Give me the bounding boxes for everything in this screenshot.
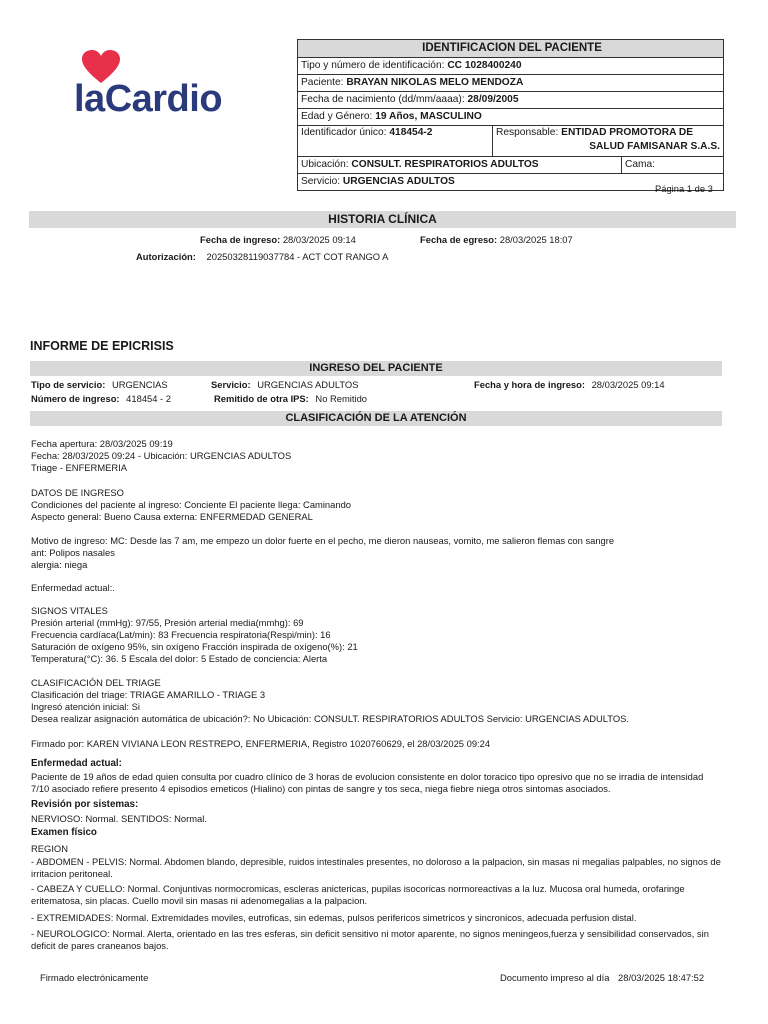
enfermedad-actual-text: Paciente de 19 años de edad quien consulta por cuadro clínico de 3 horas de evolucion consistente en dolor toracico tipo opresivo que no se irradia de intensidad 7/10 asociado refiere presento 4 episodios emeticos (Hialino) con pintas de sangre y tos seca, niega fiebre niega otros sintomas asociados. <box>31 771 704 794</box>
patient-identification-box <box>297 39 724 191</box>
patient-responsable-value-1: ENTIDAD PROMOTORA DE <box>561 127 694 138</box>
documento-impreso <box>500 972 704 983</box>
fecha-hora-ingreso <box>474 379 665 390</box>
firmado-por: Firmado por: KAREN VIVIANA LEON RESTREPO, ENFERMERIA, Registro 1020760629, el 28/03/2025 09:24 <box>31 738 491 749</box>
fecha-apertura: Fecha apertura: 28/03/2025 09:19 <box>31 438 173 449</box>
fecha-egreso-value: 28/03/2025 18:07 <box>499 234 573 245</box>
clasificacion-triage-heading: CLASIFICACIÓN DEL TRIAGE <box>31 677 161 688</box>
patient-location-value: CONSULT. RESPIRATORIOS ADULTOS <box>351 159 539 170</box>
firmado-electronicamente: Firmado electrónicamente <box>40 972 149 983</box>
saturacion-oxigeno: Saturación de oxígeno 95%, sin oxígeno Fracción inspirada de oxígeno(%): 21 <box>31 641 358 652</box>
patient-name-value: BRAYAN NIKOLAS MELO MENDOZA <box>346 77 524 88</box>
datos-ingreso-heading: DATOS DE INGRESO <box>31 487 124 498</box>
temperatura: Temperatura(°C): 36. 5 Escala del dolor: 5 Estado de conciencia: Alerta <box>31 653 328 664</box>
patient-location-row <box>298 156 723 173</box>
logo-text: laCardio <box>74 78 223 120</box>
patient-age-value: 19 Años, MASCULINO <box>375 111 482 122</box>
fecha-hora-ingreso-label: Fecha y hora de ingreso: <box>474 379 585 390</box>
patient-responsable-cell <box>493 126 723 156</box>
region-label: REGION <box>31 843 68 854</box>
patient-service-value: URGENCIAS ADULTOS <box>342 176 455 187</box>
patient-responsable-label: Responsable: <box>496 127 559 138</box>
fecha-hora-ingreso-value: 28/03/2025 09:14 <box>591 379 665 390</box>
clasificacion-triage: Clasificación del triage: TRIAGE AMARILLO - TRIAGE 3 <box>31 689 266 700</box>
fecha-ubicacion: Fecha: 28/03/2025 09:24 - Ubicación: URGENCIAS ADULTOS <box>31 450 292 461</box>
patient-bed-cell <box>622 157 723 173</box>
asignacion-ubicacion: Desea realizar asignación automática de ubicación?: No Ubicación: CONSULT. RESPIRATORIOS ADULTOS Servicio: URGENCIAS ADULTOS. <box>31 713 629 724</box>
aspecto-general: Aspecto general: Bueno Causa externa: ENFERMEDAD GENERAL <box>31 511 313 522</box>
servicio-label: Servicio: <box>211 379 251 390</box>
remitido-ips <box>214 393 367 404</box>
informe-epicrisis-title: INFORME DE EPICRISIS <box>30 339 174 353</box>
clasificacion-atencion-title: CLASIFICACIÓN DE LA ATENCIÓN <box>30 411 722 426</box>
patient-responsable-value-2: SALUD FAMISANAR S.A.S. <box>589 141 720 152</box>
documento-impreso-value: 28/03/2025 18:47:52 <box>618 972 705 983</box>
patient-service-label: Servicio: <box>301 176 341 187</box>
fecha-ingreso-value: 28/03/2025 09:14 <box>282 234 356 245</box>
tipo-servicio <box>31 379 168 390</box>
lacardio-logo <box>74 50 264 130</box>
examen-cabeza-cuello: - CABEZA Y CUELLO: Normal. Conjuntivas normocromicas, escleras anictericas, pupilas isocoricas normoreactivas a la luz. Mucosa oral humeda, orofaringe eritematosa, sin placas. Cuello movil sin masas ni adenomegalias a la palpacion. <box>31 883 685 906</box>
condiciones-ingreso: Condiciones del paciente al ingreso: Conciente El paciente llega: Caminando <box>31 499 351 510</box>
examen-extremidades: - EXTREMIDADES: Normal. Extremidades moviles, eutroficas, sin edemas, pulsos perifericos simetricos y sincronicos, adecuada perfusion distal. <box>31 912 637 923</box>
patient-uid-value: 418454-2 <box>389 127 433 138</box>
signos-vitales-heading: SIGNOS VITALES <box>31 605 108 616</box>
patient-location-label: Ubicación: <box>301 159 349 170</box>
numero-ingreso-label: Número de ingreso: <box>31 393 120 404</box>
patient-dob-value: 28/09/2005 <box>467 94 519 105</box>
patient-bed-label: Cama: <box>625 159 656 170</box>
fecha-ingreso <box>200 234 356 245</box>
ingreso-paciente-title: INGRESO DEL PACIENTE <box>30 361 722 376</box>
examen-fisico-heading: Examen físico <box>31 827 97 838</box>
autorizacion-label: Autorización: <box>136 251 196 262</box>
patient-name-row <box>298 74 723 91</box>
atencion-inicial: Ingresó atención inicial: Si <box>31 701 140 712</box>
revision-sistemas-text: NERVIOSO: Normal. SENTIDOS: Normal. <box>31 813 207 824</box>
servicio <box>211 379 358 390</box>
patient-name-label: Paciente: <box>301 77 344 88</box>
documento-impreso-label: Documento impreso al día <box>500 972 610 983</box>
fecha-egreso-label: Fecha de egreso: <box>420 234 498 245</box>
patient-box-title: IDENTIFICACION DEL PACIENTE <box>298 40 723 57</box>
numero-ingreso-value: 418454 - 2 <box>126 393 172 404</box>
antecedentes: ant: Polipos nasales <box>31 547 115 558</box>
remitido-ips-value: No Remitido <box>315 393 368 404</box>
tipo-servicio-label: Tipo de servicio: <box>31 379 106 390</box>
revision-sistemas-heading: Revisión por sistemas: <box>31 799 139 810</box>
patient-uid-cell <box>298 126 493 156</box>
examen-abdomen: - ABDOMEN - PELVIS: Normal. Abdomen blando, depresible, ruidos intestinales presentes, no doloroso a la palpacion, sin masas ni megalias palpables, no signos de irritacion peritoneal. <box>31 856 721 879</box>
patient-dob-label: Fecha de nacimiento (dd/mm/aaaa): <box>301 94 465 105</box>
presion-arterial: Presión arterial (mmHg): 97/55, Presión arterial media(mmhg): 69 <box>31 617 304 628</box>
numero-ingreso <box>31 393 171 404</box>
patient-uid-label: Identificador único: <box>301 127 387 138</box>
patient-uid-row <box>298 125 723 156</box>
fecha-ingreso-label: Fecha de ingreso: <box>200 234 281 245</box>
servicio-value: URGENCIAS ADULTOS <box>257 379 359 390</box>
patient-age-row <box>298 108 723 125</box>
fecha-egreso <box>420 234 573 245</box>
enfermedad-actual-heading: Enfermedad actual: <box>31 758 122 769</box>
autorizacion-value: 20250328119037784 - ACT COT RANGO A <box>206 251 389 262</box>
motivo-ingreso: Motivo de ingreso: MC: Desde las 7 am, me empezo un dolor fuerte en el pecho, me dieron nauseas, vomito, me salieron flemas con sangre <box>31 535 615 546</box>
frecuencia-cardiaca: Frecuencia cardíaca(Lat/min): 83 Frecuencia respiratoria(Respi/min): 16 <box>31 629 331 640</box>
patient-id-label: Tipo y número de identificación: <box>301 60 445 71</box>
alergia: alergia: niega <box>31 559 88 570</box>
autorizacion <box>136 251 388 262</box>
patient-id-row <box>298 57 723 74</box>
triage-enfermeria: Triage - ENFERMERIA <box>31 462 128 473</box>
patient-dob-row <box>298 91 723 108</box>
patient-id-value: CC 1028400240 <box>447 60 522 71</box>
enfermedad-actual-line: Enfermedad actual:. <box>31 582 115 593</box>
remitido-ips-label: Remitido de otra IPS: <box>214 393 309 404</box>
patient-age-label: Edad y Género: <box>301 111 373 122</box>
page-number: Página 1 de 3 <box>655 183 713 194</box>
tipo-servicio-value: URGENCIAS <box>111 379 168 390</box>
patient-location-cell <box>298 157 622 173</box>
historia-clinica-title: HISTORIA CLÍNICA <box>29 211 736 228</box>
examen-neurologico: - NEUROLOGICO: Normal. Alerta, orientado en las tres esferas, sin deficit sensitivo ni motor aparente, no signos meningeos,fuerza y sensibilidad conservados, sin deficit de pares craneanos bajos. <box>31 928 709 951</box>
